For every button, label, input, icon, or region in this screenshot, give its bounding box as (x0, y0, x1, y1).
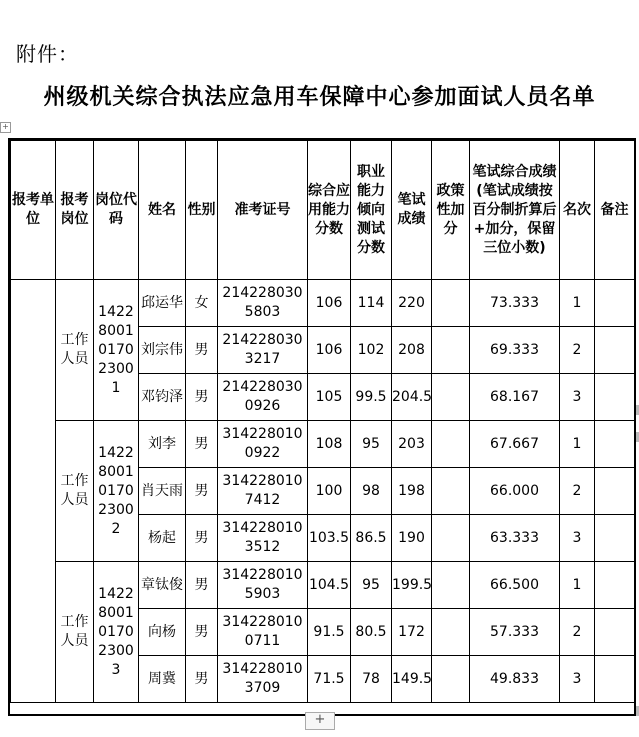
gender-cell: 女 (186, 280, 218, 327)
document-title: 州级机关综合执法应急用车保障中心参加面试人员名单 (43, 85, 596, 110)
comprehensive-cell: 106 (308, 327, 351, 374)
header-unit: 报考单位 (11, 141, 56, 280)
exam-no-cell: 3142280107412 (218, 468, 308, 515)
policy-bonus-cell (432, 280, 470, 327)
attachment-label: 附件： (16, 42, 79, 66)
written-cell: 198 (392, 468, 432, 515)
table-move-handle[interactable]: + (0, 122, 11, 133)
remark-cell (595, 327, 635, 374)
policy-bonus-cell (432, 515, 470, 562)
header-post: 报考岗位 (56, 141, 94, 280)
exam-no-cell: 3142280103512 (218, 515, 308, 562)
rank-cell: 3 (560, 374, 595, 421)
name-cell: 向杨 (139, 609, 186, 656)
remark-cell (595, 656, 635, 703)
header-name: 姓名 (139, 141, 186, 280)
remark-cell (595, 280, 635, 327)
aptitude-cell: 80.5 (351, 609, 392, 656)
comprehensive-cell: 103.5 (308, 515, 351, 562)
remark-cell (595, 562, 635, 609)
exam-no-cell: 2142280300926 (218, 374, 308, 421)
comprehensive-cell: 105 (308, 374, 351, 421)
exam-no-cell: 3142280100922 (218, 421, 308, 468)
composite-cell: 57.333 (470, 609, 560, 656)
header-rank: 名次 (560, 141, 595, 280)
composite-cell: 66.500 (470, 562, 560, 609)
exam-no-cell: 2142280305803 (218, 280, 308, 327)
remark-cell (595, 468, 635, 515)
name-cell: 邱运华 (139, 280, 186, 327)
comprehensive-cell: 106 (308, 280, 351, 327)
header-post-code: 岗位代码 (94, 141, 139, 280)
rank-cell: 1 (560, 421, 595, 468)
gender-cell: 男 (186, 609, 218, 656)
written-cell: 204.5 (392, 374, 432, 421)
gender-cell: 男 (186, 656, 218, 703)
rank-cell: 3 (560, 515, 595, 562)
policy-bonus-cell (432, 327, 470, 374)
gender-cell: 男 (186, 327, 218, 374)
header-policy-bonus: 政策性加分 (432, 141, 470, 280)
exam-no-cell: 3142280103709 (218, 656, 308, 703)
table-row (11, 421, 635, 468)
policy-bonus-cell (432, 374, 470, 421)
name-cell: 周冀 (139, 656, 186, 703)
gender-cell: 男 (186, 374, 218, 421)
name-cell: 章钛俊 (139, 562, 186, 609)
rank-cell: 3 (560, 656, 595, 703)
comprehensive-cell: 91.5 (308, 609, 351, 656)
rank-cell: 2 (560, 327, 595, 374)
composite-cell: 66.000 (470, 468, 560, 515)
header-written: 笔试成绩 (392, 141, 432, 280)
composite-cell: 69.333 (470, 327, 560, 374)
table-body (11, 280, 635, 703)
aptitude-cell: 98 (351, 468, 392, 515)
post-cell: 工作人员 (56, 280, 94, 421)
table-row (11, 562, 635, 609)
name-cell: 杨起 (139, 515, 186, 562)
header-composite: 笔试综合成绩(笔试成绩按百分制折算后+加分，保留三位小数) (470, 141, 560, 280)
written-cell: 190 (392, 515, 432, 562)
comprehensive-cell: 104.5 (308, 562, 351, 609)
aptitude-cell: 86.5 (351, 515, 392, 562)
remark-cell (595, 515, 635, 562)
name-cell: 邓钧泽 (139, 374, 186, 421)
aptitude-cell: 99.5 (351, 374, 392, 421)
written-cell: 199.5 (392, 562, 432, 609)
written-cell: 172 (392, 609, 432, 656)
header-gender: 性别 (186, 141, 218, 280)
candidate-table-wrap (10, 140, 634, 703)
composite-cell: 49.833 (470, 656, 560, 703)
composite-cell: 73.333 (470, 280, 560, 327)
post-cell: 工作人员 (56, 562, 94, 703)
comprehensive-cell: 100 (308, 468, 351, 515)
header-exam-no: 准考证号 (218, 141, 308, 280)
policy-bonus-cell (432, 421, 470, 468)
composite-cell: 63.333 (470, 515, 560, 562)
remark-cell (595, 374, 635, 421)
exam-no-cell: 3142280105903 (218, 562, 308, 609)
unit-cell (11, 280, 56, 703)
written-cell: 220 (392, 280, 432, 327)
gender-cell: 男 (186, 421, 218, 468)
rank-cell: 1 (560, 280, 595, 327)
policy-bonus-cell (432, 468, 470, 515)
add-row-button[interactable]: + (305, 712, 335, 730)
written-cell: 149.5 (392, 656, 432, 703)
gender-cell: 男 (186, 562, 218, 609)
exam-no-cell: 3142280100711 (218, 609, 308, 656)
header-remark: 备注 (595, 141, 635, 280)
table-row (11, 280, 635, 327)
header-comprehensive: 综合应用能力分数 (308, 141, 351, 280)
name-cell: 刘李 (139, 421, 186, 468)
composite-cell: 67.667 (470, 421, 560, 468)
header-row (11, 141, 635, 280)
written-cell: 203 (392, 421, 432, 468)
candidate-table (10, 140, 635, 703)
post-code-cell: 1422800101702300 1 (94, 280, 139, 421)
aptitude-cell: 78 (351, 656, 392, 703)
rank-cell: 2 (560, 468, 595, 515)
policy-bonus-cell (432, 656, 470, 703)
composite-cell: 68.167 (470, 374, 560, 421)
rank-cell: 1 (560, 562, 595, 609)
aptitude-cell: 95 (351, 562, 392, 609)
comprehensive-cell: 71.5 (308, 656, 351, 703)
aptitude-cell: 95 (351, 421, 392, 468)
aptitude-cell: 114 (351, 280, 392, 327)
remark-cell (595, 609, 635, 656)
aptitude-cell: 102 (351, 327, 392, 374)
policy-bonus-cell (432, 609, 470, 656)
exam-no-cell: 2142280303217 (218, 327, 308, 374)
gender-cell: 男 (186, 515, 218, 562)
written-cell: 208 (392, 327, 432, 374)
name-cell: 肖天雨 (139, 468, 186, 515)
name-cell: 刘宗伟 (139, 327, 186, 374)
comprehensive-cell: 108 (308, 421, 351, 468)
gender-cell: 男 (186, 468, 218, 515)
rank-cell: 2 (560, 609, 595, 656)
post-cell: 工作人员 (56, 421, 94, 562)
remark-cell (595, 421, 635, 468)
post-code-cell: 1422800101702300 3 (94, 562, 139, 703)
policy-bonus-cell (432, 562, 470, 609)
post-code-cell: 1422800101702300 2 (94, 421, 139, 562)
header-aptitude: 职业能力倾向测试分数 (351, 141, 392, 280)
